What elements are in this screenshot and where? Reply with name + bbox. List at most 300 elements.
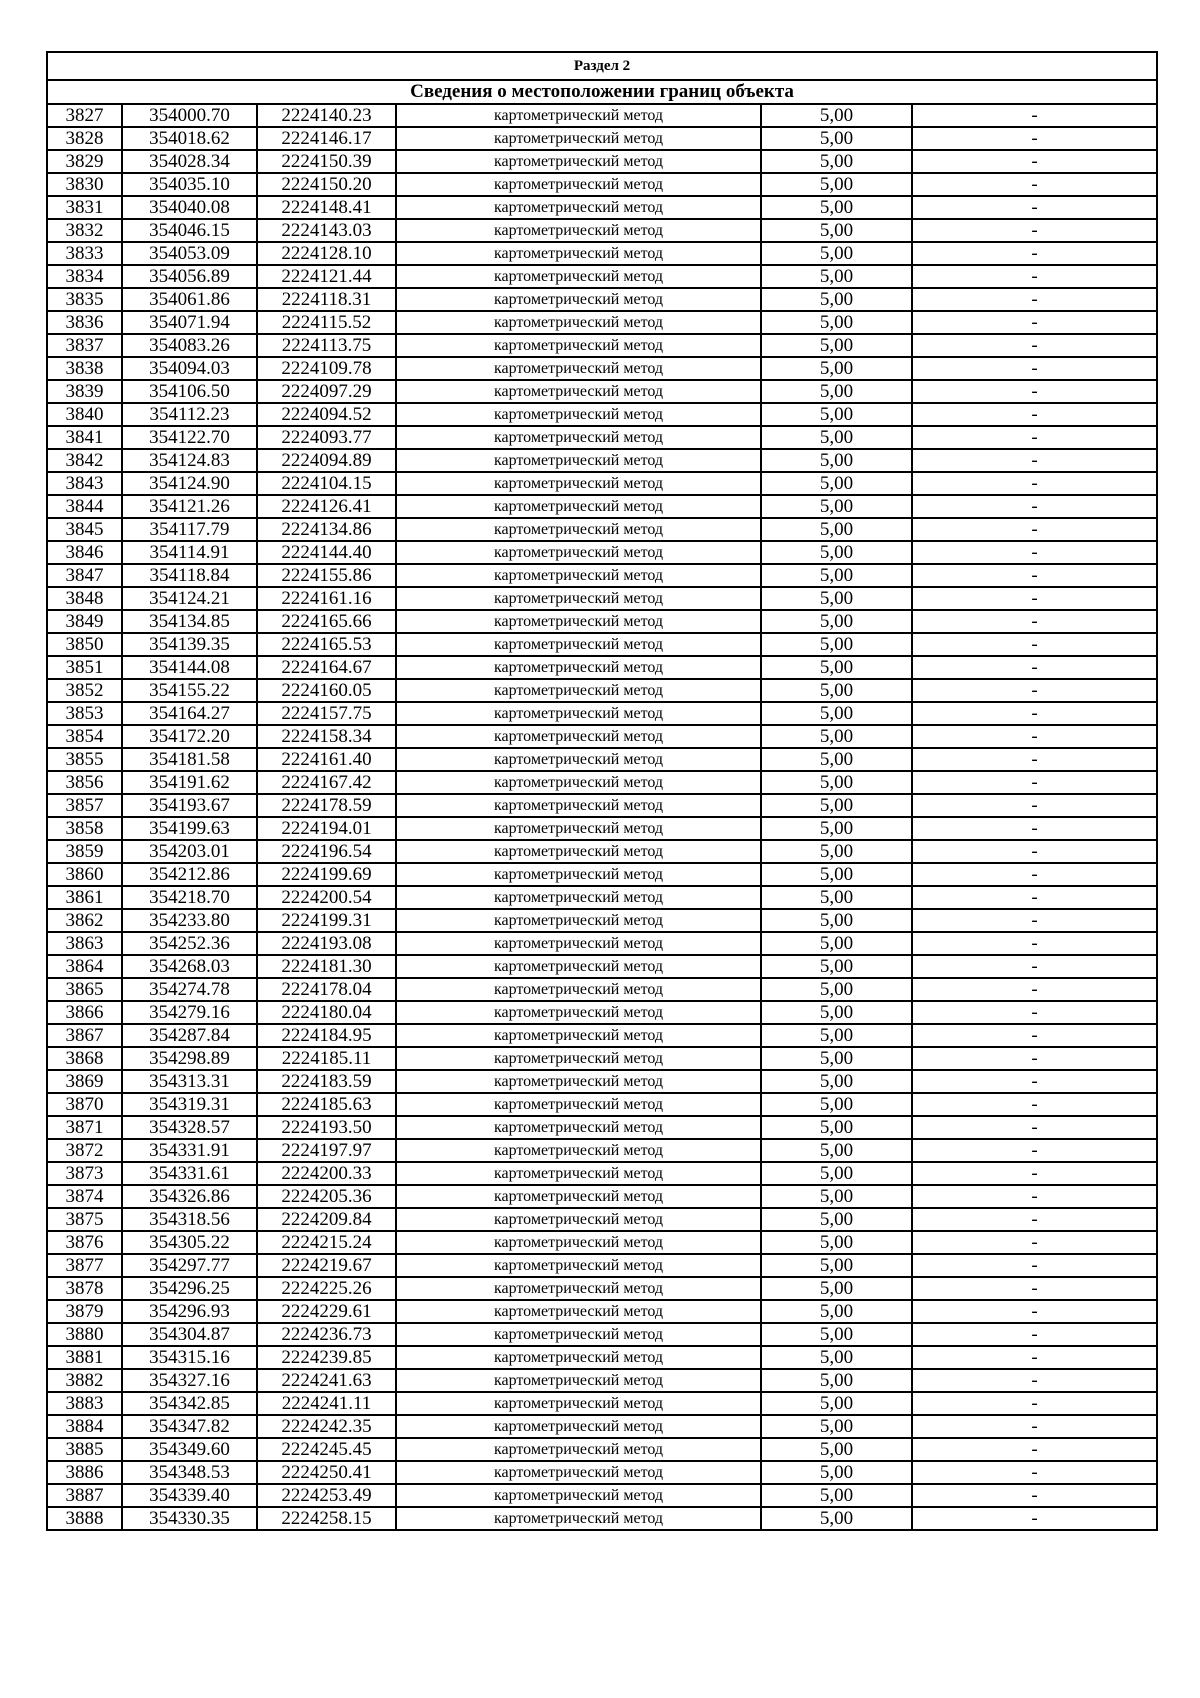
description-cell: - xyxy=(912,1047,1157,1070)
table-row xyxy=(47,1116,1157,1139)
point-number-cell: 3862 xyxy=(47,909,122,932)
method-cell: картометрический метод xyxy=(396,1323,761,1346)
accuracy-cell: 5,00 xyxy=(761,1346,912,1369)
method-cell: картометрический метод xyxy=(396,1139,761,1162)
description-cell: - xyxy=(912,334,1157,357)
method-cell: картометрический метод xyxy=(396,863,761,886)
accuracy-cell: 5,00 xyxy=(761,1300,912,1323)
description-cell: - xyxy=(912,518,1157,541)
y-coordinate-cell: 2224160.05 xyxy=(257,679,396,702)
x-coordinate-cell: 354279.16 xyxy=(122,1001,257,1024)
method-cell: картометрический метод xyxy=(396,426,761,449)
point-number-cell: 3847 xyxy=(47,564,122,587)
accuracy-cell: 5,00 xyxy=(761,173,912,196)
method-cell: картометрический метод xyxy=(396,633,761,656)
description-cell: - xyxy=(912,1116,1157,1139)
accuracy-cell: 5,00 xyxy=(761,196,912,219)
x-coordinate-cell: 354304.87 xyxy=(122,1323,257,1346)
point-number-cell: 3870 xyxy=(47,1093,122,1116)
description-cell: - xyxy=(912,288,1157,311)
method-cell: картометрический метод xyxy=(396,656,761,679)
point-number-cell: 3872 xyxy=(47,1139,122,1162)
x-coordinate-cell: 354233.80 xyxy=(122,909,257,932)
table-row xyxy=(47,104,1157,127)
table-row xyxy=(47,771,1157,794)
description-cell: - xyxy=(912,472,1157,495)
table-row xyxy=(47,610,1157,633)
x-coordinate-cell: 354028.34 xyxy=(122,150,257,173)
method-cell: картометрический метод xyxy=(396,449,761,472)
description-cell: - xyxy=(912,265,1157,288)
point-number-cell: 3868 xyxy=(47,1047,122,1070)
y-coordinate-cell: 2224161.40 xyxy=(257,748,396,771)
y-coordinate-cell: 2224197.97 xyxy=(257,1139,396,1162)
table-row xyxy=(47,311,1157,334)
x-coordinate-cell: 354199.63 xyxy=(122,817,257,840)
accuracy-cell: 5,00 xyxy=(761,748,912,771)
table-row xyxy=(47,1323,1157,1346)
x-coordinate-cell: 354252.36 xyxy=(122,932,257,955)
y-coordinate-cell: 2224200.33 xyxy=(257,1162,396,1185)
y-coordinate-cell: 2224193.50 xyxy=(257,1116,396,1139)
description-cell: - xyxy=(912,978,1157,1001)
method-cell: картометрический метод xyxy=(396,1346,761,1369)
accuracy-cell: 5,00 xyxy=(761,1024,912,1047)
x-coordinate-cell: 354000.70 xyxy=(122,104,257,127)
x-coordinate-cell: 354327.16 xyxy=(122,1369,257,1392)
method-cell: картометрический метод xyxy=(396,1415,761,1438)
description-cell: - xyxy=(912,426,1157,449)
method-cell: картометрический метод xyxy=(396,1208,761,1231)
point-number-cell: 3879 xyxy=(47,1300,122,1323)
table-row xyxy=(47,1162,1157,1185)
method-cell: картометрический метод xyxy=(396,978,761,1001)
table-row xyxy=(47,219,1157,242)
y-coordinate-cell: 2224165.53 xyxy=(257,633,396,656)
y-coordinate-cell: 2224164.67 xyxy=(257,656,396,679)
description-cell: - xyxy=(912,1346,1157,1369)
method-cell: картометрический метод xyxy=(396,150,761,173)
accuracy-cell: 5,00 xyxy=(761,794,912,817)
y-coordinate-cell: 2224109.78 xyxy=(257,357,396,380)
table-row xyxy=(47,1070,1157,1093)
x-coordinate-cell: 354172.20 xyxy=(122,725,257,748)
accuracy-cell: 5,00 xyxy=(761,541,912,564)
boundary-points-table xyxy=(46,51,1158,1531)
description-cell: - xyxy=(912,564,1157,587)
method-cell: картометрический метод xyxy=(396,1507,761,1530)
point-number-cell: 3883 xyxy=(47,1392,122,1415)
table-row xyxy=(47,817,1157,840)
description-cell: - xyxy=(912,449,1157,472)
y-coordinate-cell: 2224093.77 xyxy=(257,426,396,449)
y-coordinate-cell: 2224157.75 xyxy=(257,702,396,725)
accuracy-cell: 5,00 xyxy=(761,380,912,403)
y-coordinate-cell: 2224245.45 xyxy=(257,1438,396,1461)
accuracy-cell: 5,00 xyxy=(761,334,912,357)
table-row xyxy=(47,1392,1157,1415)
point-number-cell: 3865 xyxy=(47,978,122,1001)
y-coordinate-cell: 2224104.15 xyxy=(257,472,396,495)
description-cell: - xyxy=(912,403,1157,426)
y-coordinate-cell: 2224094.52 xyxy=(257,403,396,426)
point-number-cell: 3851 xyxy=(47,656,122,679)
method-cell: картометрический метод xyxy=(396,219,761,242)
description-cell: - xyxy=(912,1392,1157,1415)
table-row xyxy=(47,1047,1157,1070)
y-coordinate-cell: 2224121.44 xyxy=(257,265,396,288)
x-coordinate-cell: 354124.90 xyxy=(122,472,257,495)
description-cell: - xyxy=(912,1415,1157,1438)
method-cell: картометрический метод xyxy=(396,357,761,380)
point-number-cell: 3878 xyxy=(47,1277,122,1300)
method-cell: картометрический метод xyxy=(396,909,761,932)
point-number-cell: 3845 xyxy=(47,518,122,541)
accuracy-cell: 5,00 xyxy=(761,150,912,173)
point-number-cell: 3828 xyxy=(47,127,122,150)
description-cell: - xyxy=(912,1484,1157,1507)
accuracy-cell: 5,00 xyxy=(761,104,912,127)
method-cell: картометрический метод xyxy=(396,955,761,978)
x-coordinate-cell: 354181.58 xyxy=(122,748,257,771)
x-coordinate-cell: 354053.09 xyxy=(122,242,257,265)
accuracy-cell: 5,00 xyxy=(761,219,912,242)
point-number-cell: 3852 xyxy=(47,679,122,702)
method-cell: картометрический метод xyxy=(396,518,761,541)
method-cell: картометрический метод xyxy=(396,564,761,587)
x-coordinate-cell: 354117.79 xyxy=(122,518,257,541)
method-cell: картометрический метод xyxy=(396,173,761,196)
method-cell: картометрический метод xyxy=(396,679,761,702)
y-coordinate-cell: 2224209.84 xyxy=(257,1208,396,1231)
accuracy-cell: 5,00 xyxy=(761,1507,912,1530)
x-coordinate-cell: 354349.60 xyxy=(122,1438,257,1461)
x-coordinate-cell: 354274.78 xyxy=(122,978,257,1001)
accuracy-cell: 5,00 xyxy=(761,1484,912,1507)
y-coordinate-cell: 2224253.49 xyxy=(257,1484,396,1507)
table-row xyxy=(47,403,1157,426)
x-coordinate-cell: 354164.27 xyxy=(122,702,257,725)
x-coordinate-cell: 354287.84 xyxy=(122,1024,257,1047)
point-number-cell: 3855 xyxy=(47,748,122,771)
y-coordinate-cell: 2224250.41 xyxy=(257,1461,396,1484)
accuracy-cell: 5,00 xyxy=(761,1047,912,1070)
y-coordinate-cell: 2224205.36 xyxy=(257,1185,396,1208)
description-cell: - xyxy=(912,955,1157,978)
point-number-cell: 3842 xyxy=(47,449,122,472)
x-coordinate-cell: 354124.83 xyxy=(122,449,257,472)
x-coordinate-cell: 354313.31 xyxy=(122,1070,257,1093)
accuracy-cell: 5,00 xyxy=(761,633,912,656)
description-cell: - xyxy=(912,196,1157,219)
point-number-cell: 3885 xyxy=(47,1438,122,1461)
point-number-cell: 3875 xyxy=(47,1208,122,1231)
point-number-cell: 3881 xyxy=(47,1346,122,1369)
y-coordinate-cell: 2224143.03 xyxy=(257,219,396,242)
description-cell: - xyxy=(912,771,1157,794)
point-number-cell: 3833 xyxy=(47,242,122,265)
accuracy-cell: 5,00 xyxy=(761,265,912,288)
table-row xyxy=(47,518,1157,541)
accuracy-cell: 5,00 xyxy=(761,1116,912,1139)
y-coordinate-cell: 2224178.59 xyxy=(257,794,396,817)
table-row xyxy=(47,564,1157,587)
y-coordinate-cell: 2224196.54 xyxy=(257,840,396,863)
accuracy-cell: 5,00 xyxy=(761,127,912,150)
table-row xyxy=(47,1231,1157,1254)
method-cell: картометрический метод xyxy=(396,1461,761,1484)
y-coordinate-cell: 2224115.52 xyxy=(257,311,396,334)
description-cell: - xyxy=(912,1162,1157,1185)
table-row xyxy=(47,1139,1157,1162)
point-number-cell: 3874 xyxy=(47,1185,122,1208)
point-number-cell: 3863 xyxy=(47,932,122,955)
accuracy-cell: 5,00 xyxy=(761,863,912,886)
accuracy-cell: 5,00 xyxy=(761,1369,912,1392)
accuracy-cell: 5,00 xyxy=(761,1461,912,1484)
table-row xyxy=(47,725,1157,748)
x-coordinate-cell: 354203.01 xyxy=(122,840,257,863)
x-coordinate-cell: 354083.26 xyxy=(122,334,257,357)
y-coordinate-cell: 2224134.86 xyxy=(257,518,396,541)
accuracy-cell: 5,00 xyxy=(761,679,912,702)
y-coordinate-cell: 2224094.89 xyxy=(257,449,396,472)
accuracy-cell: 5,00 xyxy=(761,656,912,679)
accuracy-cell: 5,00 xyxy=(761,610,912,633)
description-cell: - xyxy=(912,173,1157,196)
description-cell: - xyxy=(912,656,1157,679)
x-coordinate-cell: 354328.57 xyxy=(122,1116,257,1139)
accuracy-cell: 5,00 xyxy=(761,955,912,978)
y-coordinate-cell: 2224161.16 xyxy=(257,587,396,610)
x-coordinate-cell: 354139.35 xyxy=(122,633,257,656)
x-coordinate-cell: 354061.86 xyxy=(122,288,257,311)
y-coordinate-cell: 2224199.69 xyxy=(257,863,396,886)
accuracy-cell: 5,00 xyxy=(761,1139,912,1162)
point-number-cell: 3857 xyxy=(47,794,122,817)
accuracy-cell: 5,00 xyxy=(761,1001,912,1024)
method-cell: картометрический метод xyxy=(396,610,761,633)
table-row xyxy=(47,1277,1157,1300)
point-number-cell: 3834 xyxy=(47,265,122,288)
point-number-cell: 3886 xyxy=(47,1461,122,1484)
table-row xyxy=(47,1001,1157,1024)
x-coordinate-cell: 354112.23 xyxy=(122,403,257,426)
point-number-cell: 3860 xyxy=(47,863,122,886)
x-coordinate-cell: 354342.85 xyxy=(122,1392,257,1415)
point-number-cell: 3873 xyxy=(47,1162,122,1185)
x-coordinate-cell: 354296.93 xyxy=(122,1300,257,1323)
x-coordinate-cell: 354347.82 xyxy=(122,1415,257,1438)
description-cell: - xyxy=(912,1001,1157,1024)
y-coordinate-cell: 2224180.04 xyxy=(257,1001,396,1024)
description-cell: - xyxy=(912,1208,1157,1231)
accuracy-cell: 5,00 xyxy=(761,495,912,518)
point-number-cell: 3880 xyxy=(47,1323,122,1346)
table-row xyxy=(47,495,1157,518)
section-header-row xyxy=(47,52,1157,80)
point-number-cell: 3844 xyxy=(47,495,122,518)
method-cell: картометрический метод xyxy=(396,380,761,403)
method-cell: картометрический метод xyxy=(396,817,761,840)
x-coordinate-cell: 354155.22 xyxy=(122,679,257,702)
table-row xyxy=(47,426,1157,449)
point-number-cell: 3884 xyxy=(47,1415,122,1438)
description-cell: - xyxy=(912,909,1157,932)
point-number-cell: 3846 xyxy=(47,541,122,564)
description-cell: - xyxy=(912,1438,1157,1461)
accuracy-cell: 5,00 xyxy=(761,587,912,610)
method-cell: картометрический метод xyxy=(396,1438,761,1461)
description-cell: - xyxy=(912,794,1157,817)
table-row xyxy=(47,334,1157,357)
description-cell: - xyxy=(912,1507,1157,1530)
x-coordinate-cell: 354035.10 xyxy=(122,173,257,196)
table-row xyxy=(47,1415,1157,1438)
description-cell: - xyxy=(912,1369,1157,1392)
point-number-cell: 3856 xyxy=(47,771,122,794)
table-row xyxy=(47,978,1157,1001)
description-cell: - xyxy=(912,311,1157,334)
table-body xyxy=(47,52,1157,1530)
y-coordinate-cell: 2224194.01 xyxy=(257,817,396,840)
accuracy-cell: 5,00 xyxy=(761,932,912,955)
table-row xyxy=(47,449,1157,472)
method-cell: картометрический метод xyxy=(396,265,761,288)
table-row xyxy=(47,1507,1157,1530)
description-cell: - xyxy=(912,380,1157,403)
method-cell: картометрический метод xyxy=(396,840,761,863)
description-cell: - xyxy=(912,1093,1157,1116)
table-row xyxy=(47,265,1157,288)
table-row xyxy=(47,1438,1157,1461)
description-cell: - xyxy=(912,702,1157,725)
method-cell: картометрический метод xyxy=(396,403,761,426)
method-cell: картометрический метод xyxy=(396,104,761,127)
x-coordinate-cell: 354071.94 xyxy=(122,311,257,334)
description-cell: - xyxy=(912,127,1157,150)
description-cell: - xyxy=(912,1070,1157,1093)
point-number-cell: 3829 xyxy=(47,150,122,173)
method-cell: картометрический метод xyxy=(396,1093,761,1116)
y-coordinate-cell: 2224146.17 xyxy=(257,127,396,150)
y-coordinate-cell: 2224183.59 xyxy=(257,1070,396,1093)
method-cell: картометрический метод xyxy=(396,1185,761,1208)
accuracy-cell: 5,00 xyxy=(761,1231,912,1254)
point-number-cell: 3869 xyxy=(47,1070,122,1093)
method-cell: картометрический метод xyxy=(396,771,761,794)
point-number-cell: 3849 xyxy=(47,610,122,633)
y-coordinate-cell: 2224236.73 xyxy=(257,1323,396,1346)
table-row xyxy=(47,173,1157,196)
accuracy-cell: 5,00 xyxy=(761,426,912,449)
y-coordinate-cell: 2224144.40 xyxy=(257,541,396,564)
table-row xyxy=(47,863,1157,886)
y-coordinate-cell: 2224193.08 xyxy=(257,932,396,955)
table-row xyxy=(47,1346,1157,1369)
method-cell: картометрический метод xyxy=(396,196,761,219)
method-cell: картометрический метод xyxy=(396,541,761,564)
accuracy-cell: 5,00 xyxy=(761,978,912,1001)
section-label: Раздел 2 xyxy=(47,52,1157,80)
point-number-cell: 3832 xyxy=(47,219,122,242)
method-cell: картометрический метод xyxy=(396,1484,761,1507)
point-number-cell: 3835 xyxy=(47,288,122,311)
method-cell: картометрический метод xyxy=(396,1254,761,1277)
x-coordinate-cell: 354118.84 xyxy=(122,564,257,587)
accuracy-cell: 5,00 xyxy=(761,1208,912,1231)
point-number-cell: 3861 xyxy=(47,886,122,909)
x-coordinate-cell: 354268.03 xyxy=(122,955,257,978)
table-row xyxy=(47,1484,1157,1507)
accuracy-cell: 5,00 xyxy=(761,403,912,426)
accuracy-cell: 5,00 xyxy=(761,518,912,541)
description-cell: - xyxy=(912,1323,1157,1346)
table-row xyxy=(47,150,1157,173)
x-coordinate-cell: 354134.85 xyxy=(122,610,257,633)
table-row xyxy=(47,288,1157,311)
accuracy-cell: 5,00 xyxy=(761,242,912,265)
y-coordinate-cell: 2224148.41 xyxy=(257,196,396,219)
y-coordinate-cell: 2224126.41 xyxy=(257,495,396,518)
x-coordinate-cell: 354298.89 xyxy=(122,1047,257,1070)
table-row xyxy=(47,886,1157,909)
point-number-cell: 3887 xyxy=(47,1484,122,1507)
y-coordinate-cell: 2224113.75 xyxy=(257,334,396,357)
method-cell: картометрический метод xyxy=(396,794,761,817)
method-cell: картометрический метод xyxy=(396,1001,761,1024)
table-row xyxy=(47,955,1157,978)
point-number-cell: 3838 xyxy=(47,357,122,380)
y-coordinate-cell: 2224215.24 xyxy=(257,1231,396,1254)
table-row xyxy=(47,1254,1157,1277)
y-coordinate-cell: 2224181.30 xyxy=(257,955,396,978)
method-cell: картометрический метод xyxy=(396,1392,761,1415)
description-cell: - xyxy=(912,610,1157,633)
table-row xyxy=(47,472,1157,495)
y-coordinate-cell: 2224118.31 xyxy=(257,288,396,311)
accuracy-cell: 5,00 xyxy=(761,1162,912,1185)
x-coordinate-cell: 354326.86 xyxy=(122,1185,257,1208)
table-row xyxy=(47,794,1157,817)
accuracy-cell: 5,00 xyxy=(761,288,912,311)
y-coordinate-cell: 2224184.95 xyxy=(257,1024,396,1047)
description-cell: - xyxy=(912,1300,1157,1323)
accuracy-cell: 5,00 xyxy=(761,817,912,840)
x-coordinate-cell: 354315.16 xyxy=(122,1346,257,1369)
description-cell: - xyxy=(912,587,1157,610)
x-coordinate-cell: 354094.03 xyxy=(122,357,257,380)
table-row xyxy=(47,127,1157,150)
point-number-cell: 3877 xyxy=(47,1254,122,1277)
y-coordinate-cell: 2224167.42 xyxy=(257,771,396,794)
point-number-cell: 3830 xyxy=(47,173,122,196)
description-cell: - xyxy=(912,150,1157,173)
accuracy-cell: 5,00 xyxy=(761,357,912,380)
description-cell: - xyxy=(912,633,1157,656)
method-cell: картометрический метод xyxy=(396,495,761,518)
description-cell: - xyxy=(912,1139,1157,1162)
point-number-cell: 3850 xyxy=(47,633,122,656)
y-coordinate-cell: 2224155.86 xyxy=(257,564,396,587)
accuracy-cell: 5,00 xyxy=(761,1093,912,1116)
point-number-cell: 3839 xyxy=(47,380,122,403)
table-title: Сведения о местоположении границ объекта xyxy=(47,80,1157,104)
table-row xyxy=(47,1024,1157,1047)
y-coordinate-cell: 2224199.31 xyxy=(257,909,396,932)
description-cell: - xyxy=(912,725,1157,748)
accuracy-cell: 5,00 xyxy=(761,1277,912,1300)
